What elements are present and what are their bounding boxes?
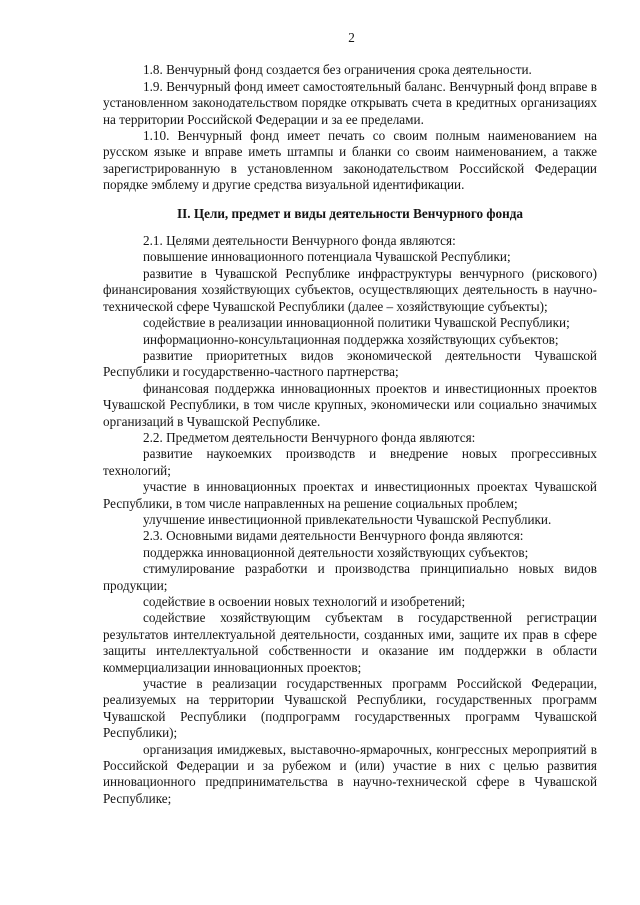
page-number: 2 [348,30,355,45]
paragraph-2-3: 2.3. Основными видами деятельности Венчурного фонда являются: [143,528,524,544]
list-item: поддержка инновационной деятельности хозяйствующих субъектов; [143,544,529,560]
paragraph-1-10: 1.10. Венчурный фонд имеет печать со своим полным наименованием на русском языке и вправе иметь штампы и бланки со своим наименованием, а также зарегистрированную в установленном законодательством Российской Федерации порядке эмблему и другие средства визуальной идентификации. [103,128,597,193]
list-item: организация имиджевых, выставочно-ярмарочных, конгрессных мероприятий в Российской Федерации и за рубежом и (или) участие в них с целью развития инновационного предпринимательства в научно-технической сфере в Чувашской Республике; [103,741,597,806]
list-item: содействие в реализации инновационной политики Чувашской Республики; [143,315,570,331]
paragraph-1-8: 1.8. Венчурный фонд создается без ограничения срока деятельности. [143,62,532,78]
list-item: улучшение инвестиционной привлекательности Чувашской Республики. [143,511,552,527]
list-item: стимулирование разработки и производства принципиально новых видов продукции; [103,561,597,593]
list-item: информационно-консультационная поддержка хозяйствующих субъектов; [143,331,559,347]
list-item: развитие приоритетных видов экономической деятельности Чувашской Республики и государственно-частного партнерства; [103,347,597,380]
paragraph-2-1: 2.1. Целями деятельности Венчурного фонда являются: [143,233,456,249]
list-item: участие в инновационных проектах и инвестиционных проектах Чувашской Республики, в том числе направленных на решение социальных проблем; [103,479,597,511]
list-item: повышение инновационного потенциала Чувашской Республики; [143,249,511,265]
section-2-heading: II. Цели, предмет и виды деятельности Венчурного фонда [176,205,524,221]
list-item: участие в реализации государственных программ Российской Федерации, реализуемых на территории Чувашской Республики, государственных программ Чувашской Республики (подпрограмм государственных программ Чувашской Республики); [103,676,597,741]
list-item: содействие хозяйствующим субъектам в государственной регистрации результатов интеллектуальной деятельности, созданных ими, защите их прав в сфере защиты интеллектуальной собственности и оказание им поддержки в области коммерциализации инновационных проектов; [103,610,597,675]
paragraph-2-2: 2.2. Предметом деятельности Венчурного фонда являются: [143,429,476,445]
paragraph-1-9: 1.9. Венчурный фонд имеет самостоятельный баланс. Венчурный фонд вправе в установленном законодательством порядке открывать счета в кредитных организациях на территории Российской Федерации и за ее пределами. [103,78,597,127]
list-item: развитие наукоемких производств и внедрение новых прогрессивных технологий; [103,446,597,478]
list-item: развитие в Чувашской Республике инфраструктуры венчурного (рискового) финансирования хозяйствующих субъектов, осуществляющих деятельность в научно-технической сфере Чувашской Республики (далее – хозяйствующие субъекты); [103,265,597,314]
list-item: содействие в освоении новых технологий и изобретений; [143,594,466,609]
list-item: финансовая поддержка инновационных проектов и инвестиционных проектов Чувашской Республики, в том числе крупных, экономически или социально значимых организаций в Чувашской Республике. [103,380,597,429]
